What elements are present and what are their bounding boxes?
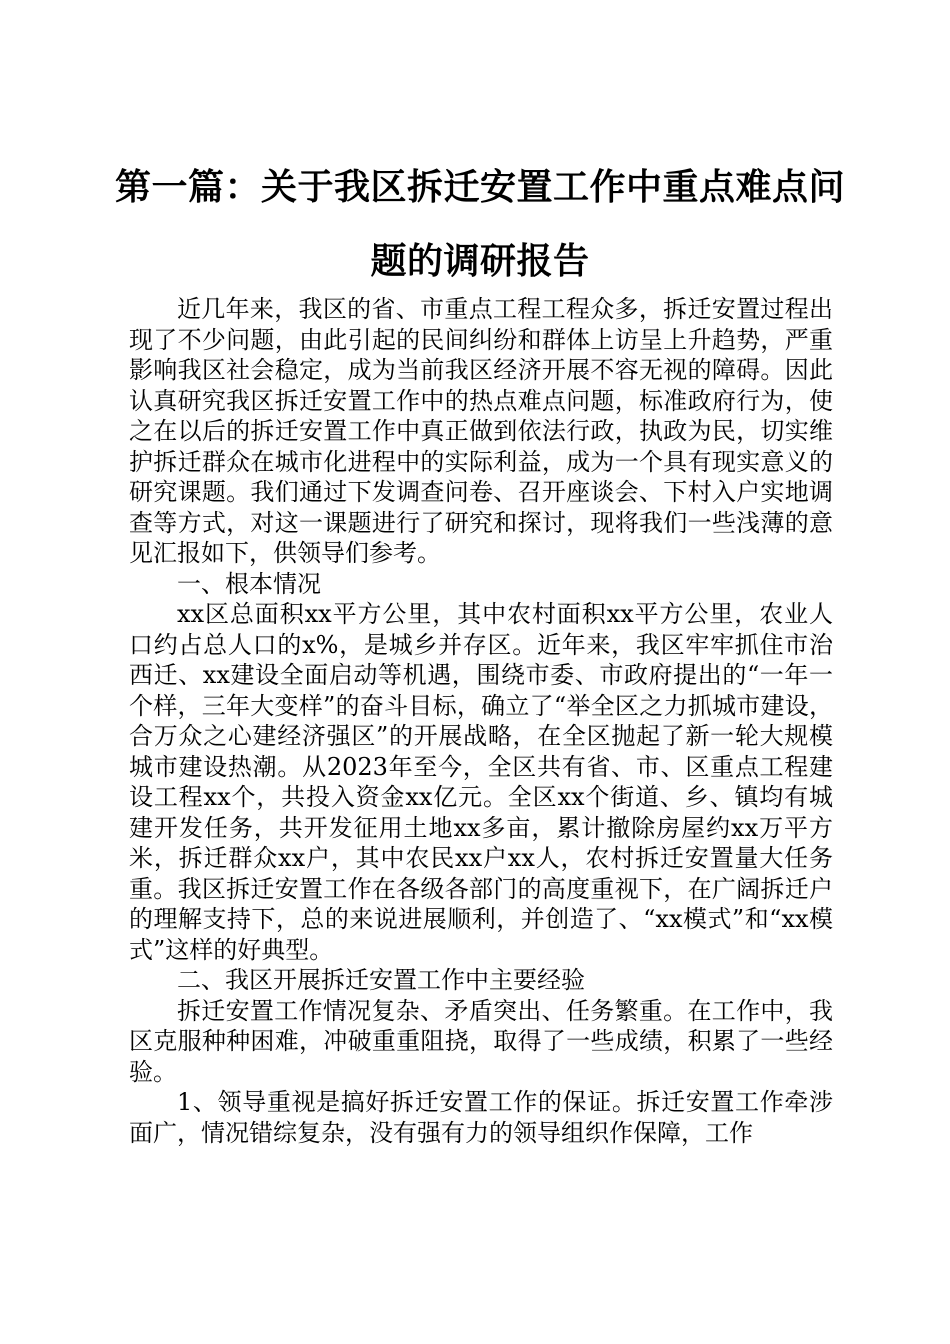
section-heading-main-experience: 二、我区开展拆迁安置工作中主要经验 [177, 966, 585, 994]
document-title-line-1: 第一篇：关于我区拆迁安置工作中重点难点问 [114, 166, 845, 208]
document-title-line-2: 题的调研报告 [370, 240, 590, 282]
paragraph-intro: 近几年来，我区的省、市重点工程工程众多，拆迁安置过程出现了不少问题，由此引起的民间纠纷和群体上访呈上升趋势，严重影响我区社会稳定，成为当前我区经济开展不容无视的障碍。因此认真研究我区拆迁安置工作中的热点难点问题，标准政府行为，使之在以后的拆迁安置工作中真正做到依法行政，执政为民，切实维护拆迁群众在城市化进程中的实际利益，成为一个具有现实意义的研究课题。我们通过下发调查问卷、召开座谈会、下村入户实地调查等方式，对这一课题进行了研究和探讨，现将我们一些浅薄的意见汇报如下，供领导们参考。 [129, 295, 833, 567]
paragraph-experience-overview: 拆迁安置工作情况复杂、矛盾突出、任务繁重。在工作中，我区克服种种困难，冲破重重阻挠，取得了一些成绩，积累了一些经验。 [129, 996, 833, 1086]
document-body [129, 294, 833, 1148]
paragraph-basic-situation: xx区总面积xx平方公里，其中农村面积xx平方公里，农业人口约占总人口的x%，是城乡并存区。近年来，我区牢牢抓住市治西迁、xx建设全面启动等机遇，围绕市委、市政府提出的“一年一个样，三年大变样”的奋斗目标，确立了“举全区之力抓城市建设，合万众之心建经济强区”的开展战略，在全区抛起了新一轮大规模城市建设热潮。从2023年至今，全区共有省、市、区重点工程建设工程xx个，共投入资金xx亿元。全区xx个街道、乡、镇均有城建开发任务，共开发征用土地xx多亩，累计撤除房屋约xx万平方米，拆迁群众xx户，其中农民xx户xx人，农村拆迁安置量大任务重。我区拆迁安置工作在各级各部门的高度重视下，在广阔拆迁户的理解支持下，总的来说进展顺利，并创造了、“xx模式”和“xx模式”这样的好典型。 [129, 600, 833, 964]
paragraph-leadership: 1、领导重视是搞好拆迁安置工作的保证。拆迁安置工作牵涉面广，情况错综复杂，没有强有力的领导组织作保障，工作 [129, 1088, 833, 1147]
section-heading-basic-situation: 一、根本情况 [177, 569, 321, 598]
